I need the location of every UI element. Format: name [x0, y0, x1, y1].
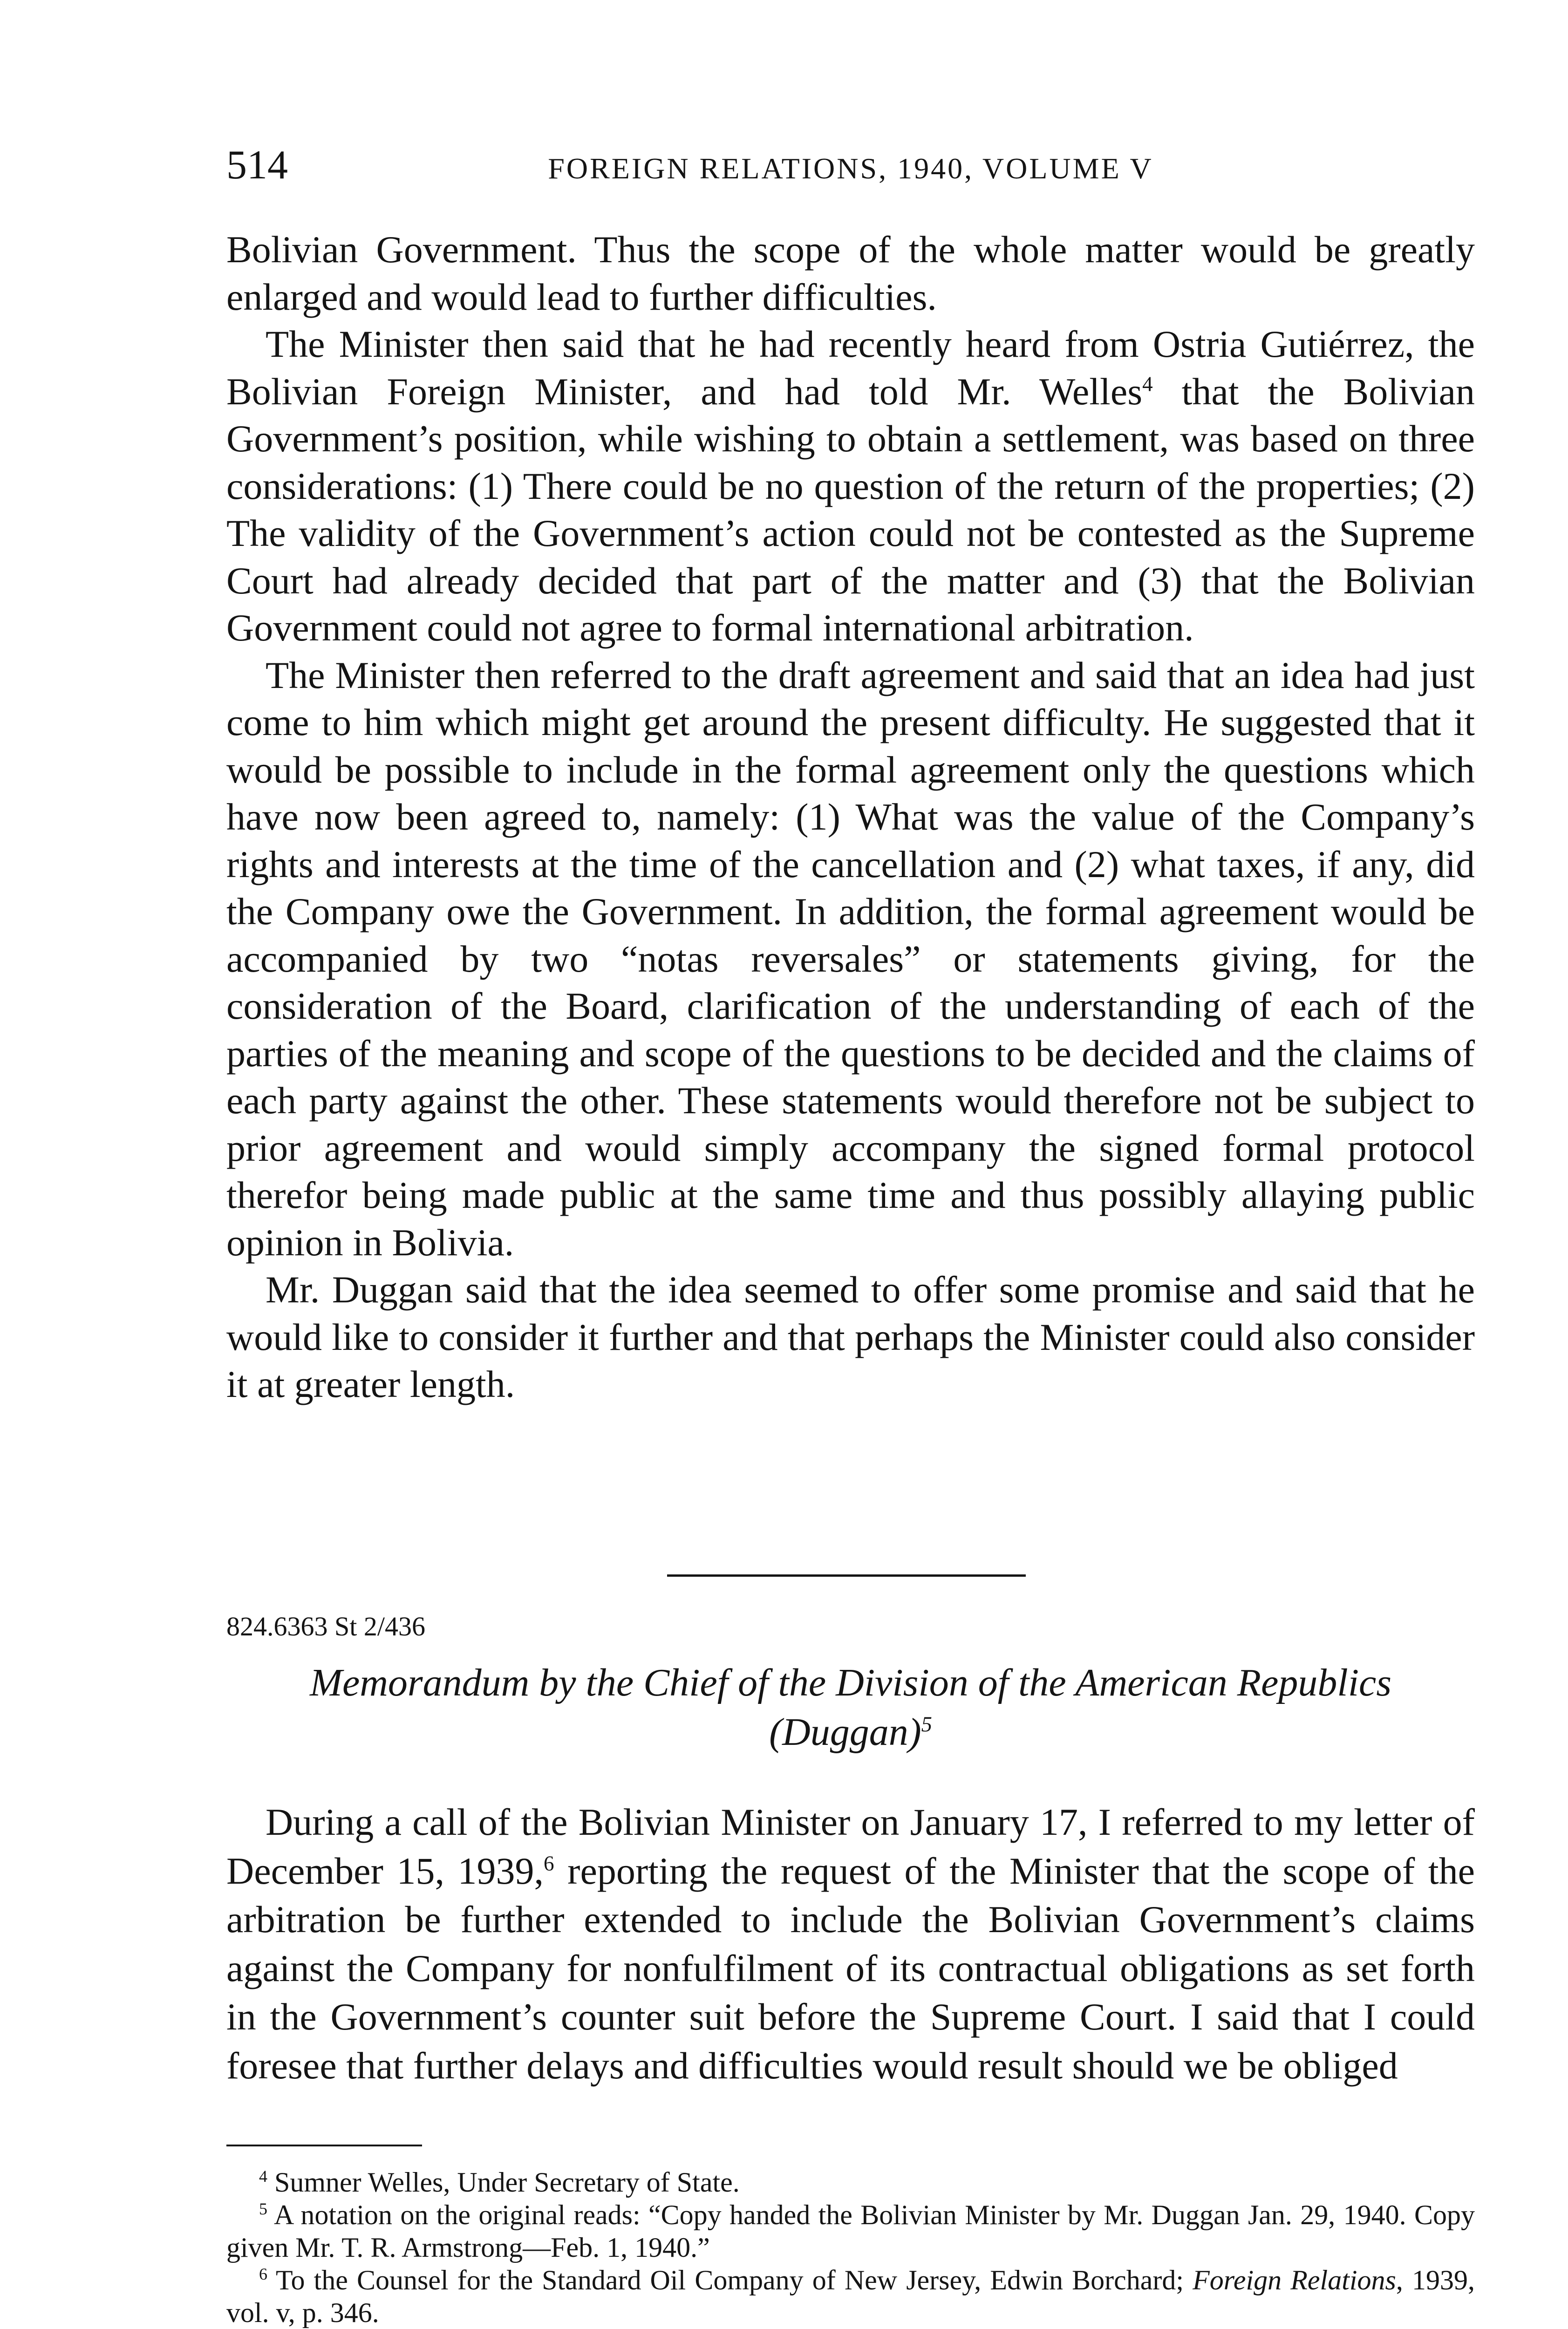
footnote-text: , 1939, vol. v, p. 346.: [226, 2265, 1475, 2328]
continued-memorandum: [226, 226, 1475, 1408]
footnote-text: To the Counsel for the Standard Oil Company of New Jersey, Edwin Borchard;: [276, 2265, 1193, 2295]
footnote-marker: 4: [259, 2167, 267, 2186]
document-title: [226, 1658, 1475, 1757]
section-divider: [667, 1574, 1026, 1577]
footnote-reference: 5: [921, 1712, 932, 1736]
paragraph-text: reporting the request of the Minister that the scope of the arbitration be further extended to include the Bolivian Government’s claims against the Company for nonfulfilment of its contractual obligations as set forth in the Government’s counter suit before the Supreme Court. I said that I could foresee that further delays and difficulties would result should we be obliged: [226, 1849, 1475, 2087]
memorandum-body: [226, 1798, 1475, 2090]
page-number: 514: [226, 143, 288, 188]
title-line: Memorandum by the Chief of the Division of the American Republics: [309, 1661, 1392, 1704]
footnote-reference: 6: [544, 1852, 554, 1875]
paragraph: Mr. Duggan said that the idea seemed to offer some promise and said that he would like to consider it further and that perhaps the Minister could also consider it at greater length.: [226, 1268, 1475, 1405]
footnotes: [226, 2166, 1475, 2329]
page-header: [226, 140, 1475, 196]
paragraph-text: The Minister then said that he had recently heard from Ostria Gutiérrez, the Bolivian Foreign Minister, and had told Mr. Welles: [226, 323, 1475, 413]
footnote: [226, 2199, 1475, 2264]
paragraph: Bolivian Government. Thus the scope of the whole matter would be greatly enlarged and would lead to further difficulties.: [226, 228, 1475, 318]
paragraph-text: During a call of the Bolivian Minister on January 17, I referred to my letter of December 15, 1939,: [226, 1801, 1475, 1892]
title-line: [226, 1708, 1475, 1757]
footnote-marker: 5: [259, 2200, 267, 2218]
paragraph: The Minister then referred to the draft agreement and said that an idea had just come to him which might get around the present difficulty. He suggested that it would be possible to include in the formal agreement only the questions which have now been agreed to, namely: (1) What was the value of the Company’s rights and interests at the time of the cancellation and (2) what taxes, if any, did the Company owe the Government. In addition, the formal agreement would be accompanied by two “notas reversales” or statements giving, for the consideration of the Board, clarification of the understanding of each of the parties of the meaning and scope of the questions to be decided and the claims of each party against the other. These statements would therefore not be subject to prior agreement and would simply accompany the signed formal protocol therefor being made public at the same time and thus possibly allaying public opinion in Bolivia.: [226, 654, 1475, 1264]
footnote-text: Sumner Welles, Under Secretary of State.: [274, 2167, 740, 2198]
footnote: [226, 2264, 1475, 2329]
paragraph-text: that the Bolivian Government’s position, while wishing to obtain a settlement, was based on three considerations: (1) There could be no question of the return of the properties; (2) The validity of the Government’s action could not be contested as the Supreme Court had already decided that part of the matter and (3) that the Bolivian Government could not agree to formal international arbitration.: [226, 370, 1475, 649]
file-number: 824.6363 St 2/436: [226, 1611, 425, 1641]
footnote-reference: 4: [1142, 372, 1153, 396]
footnote-marker: 6: [259, 2265, 267, 2283]
paragraph: [226, 1798, 1475, 2090]
title-author: (Duggan): [769, 1710, 921, 1754]
publication-title: Foreign Relations: [1193, 2265, 1396, 2295]
footnote: [226, 2166, 1475, 2199]
footnote-divider: [226, 2145, 422, 2146]
footnote-text: A notation on the original reads: “Copy handed the Bolivian Minister by Mr. Duggan Jan. 29, 1940. Copy given Mr. T. R. Armstrong—Feb. 1, 1940.”: [226, 2200, 1475, 2263]
running-head: FOREIGN RELATIONS, 1940, VOLUME V: [548, 152, 1153, 185]
paragraph: [226, 320, 1475, 652]
